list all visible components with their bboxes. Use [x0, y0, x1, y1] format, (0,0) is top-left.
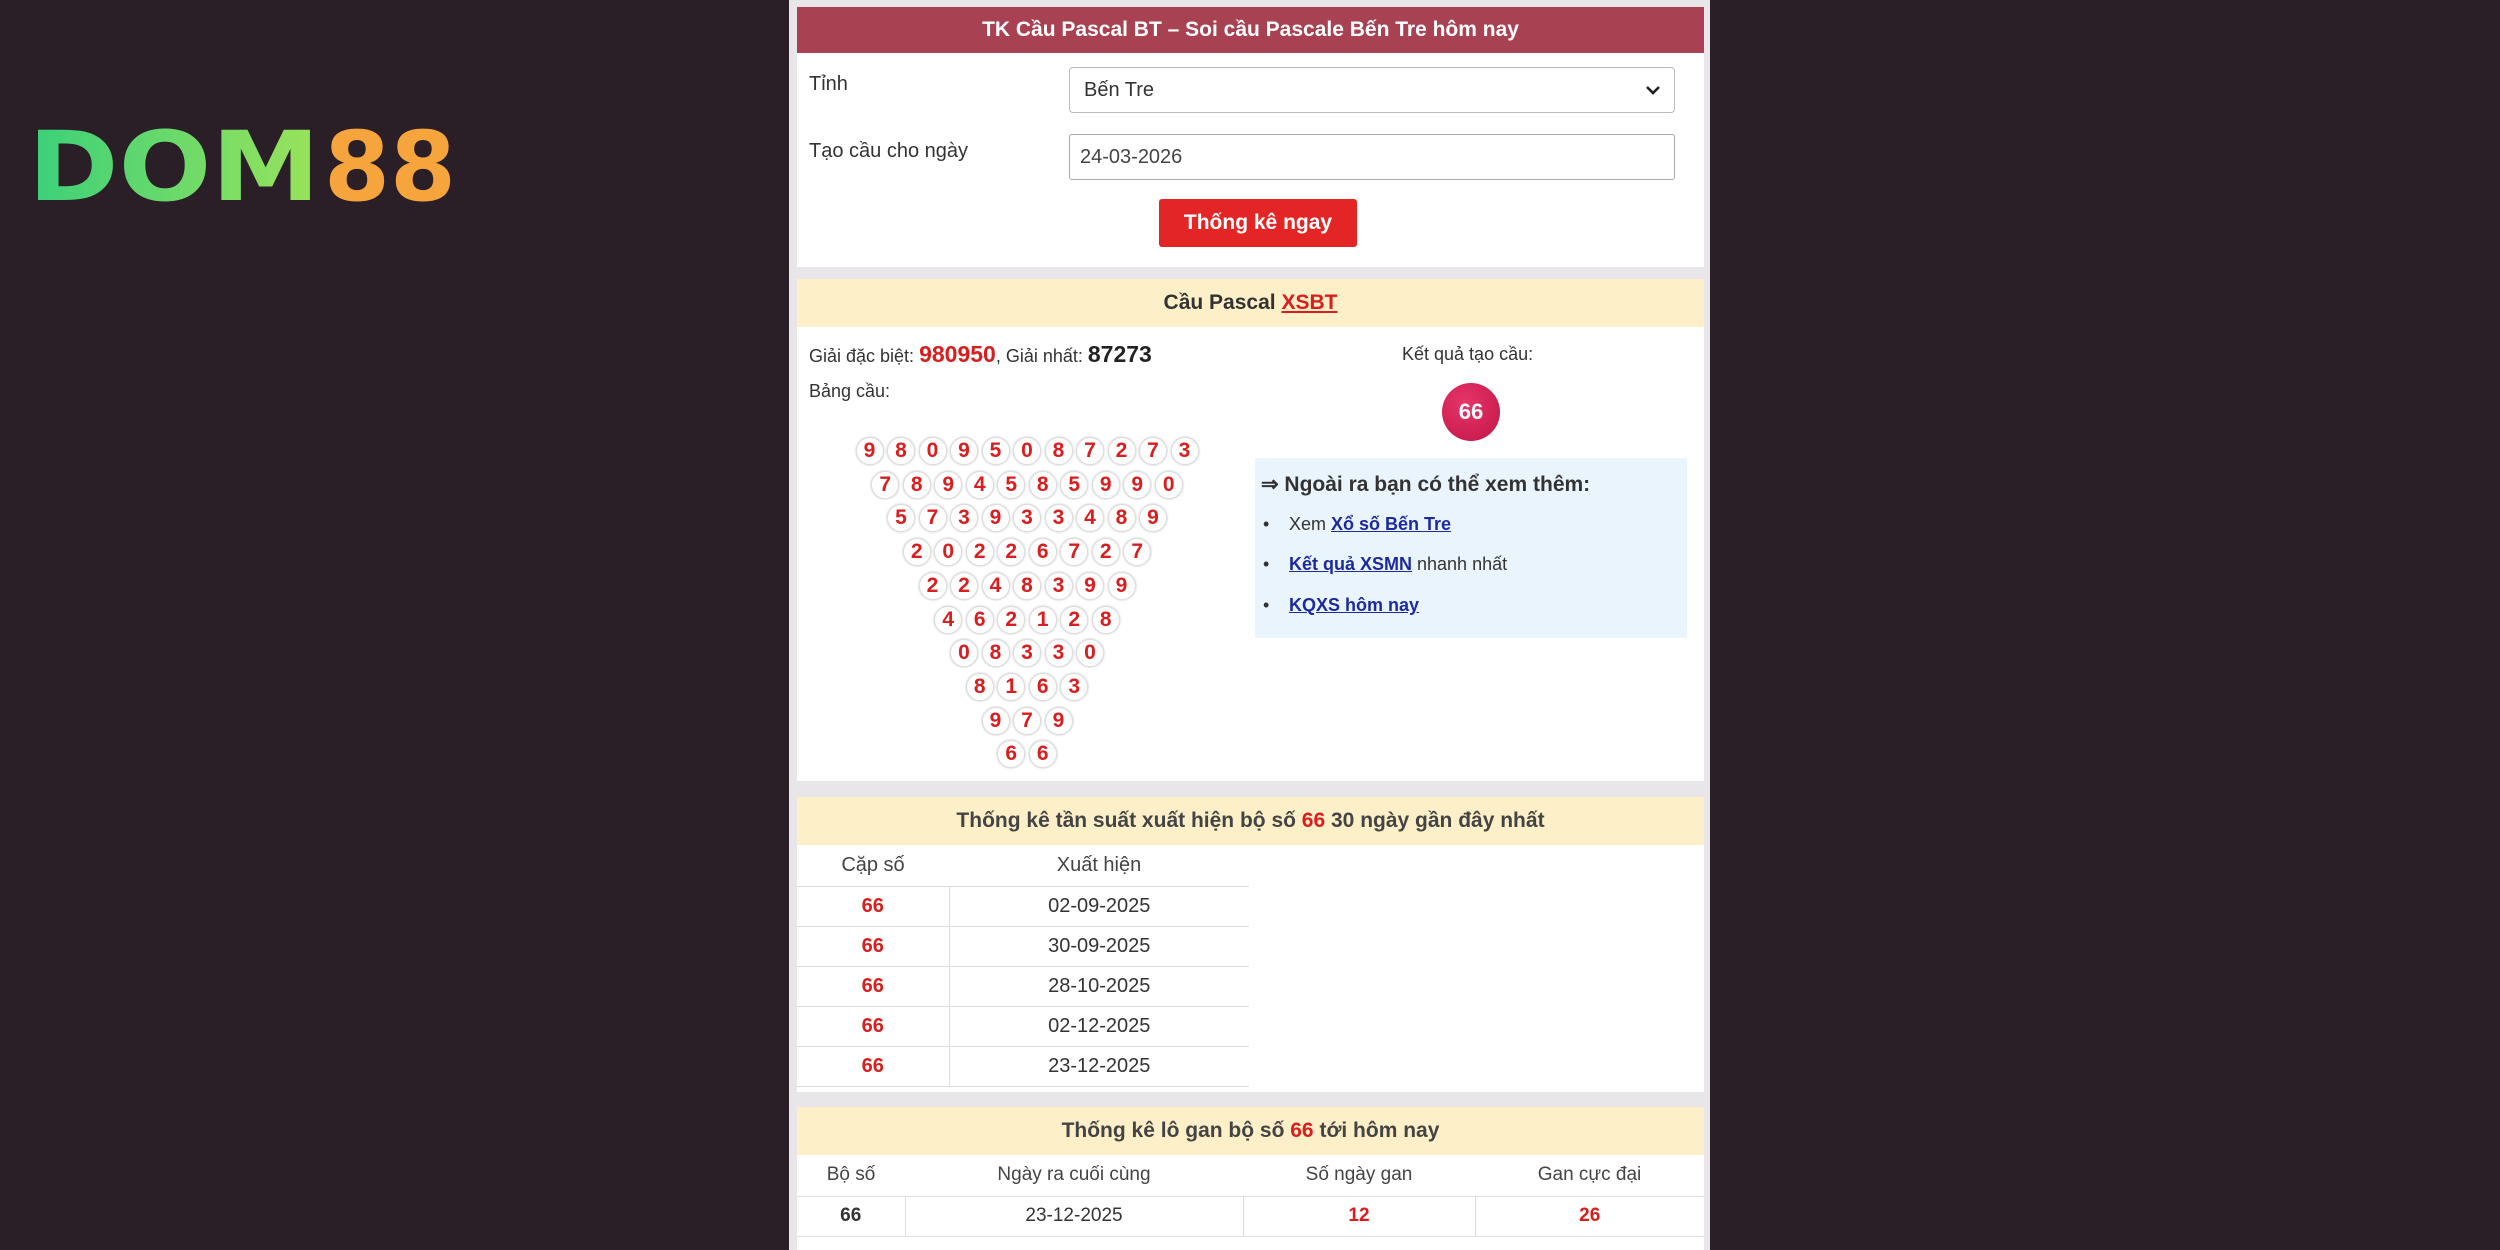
pascal-cell: 9 — [950, 437, 978, 465]
list-item: • KQXS hôm nay — [1263, 595, 1420, 615]
pascal-cell: 2 — [997, 538, 1025, 566]
xoso-bentre-link[interactable]: Xổ số Bến Tre — [1331, 514, 1452, 534]
pascal-cell: 8 — [966, 673, 994, 701]
pascal-cell: 5 — [1060, 471, 1088, 499]
pascal-cell: 6 — [1029, 673, 1057, 701]
gan-section — [797, 1107, 1704, 1250]
table-row: 66 02-12-2025 — [797, 1006, 1249, 1046]
pascal-cell: 8 — [1029, 471, 1057, 499]
column-header: Số ngày gan — [1243, 1155, 1475, 1196]
pascal-cell: 6 — [997, 740, 1025, 768]
pascal-cell: 3 — [1013, 504, 1041, 532]
frequency-section — [797, 797, 1704, 1092]
gan-table — [797, 1155, 1704, 1237]
province-value: Bến Tre — [1084, 78, 1155, 101]
pascal-cell: 3 — [1045, 504, 1073, 532]
pascal-cell: 7 — [1076, 437, 1104, 465]
pascal-cell: 9 — [1092, 471, 1120, 499]
pascal-cell: 8 — [982, 639, 1010, 667]
see-more-title: ⇒ Ngoài ra bạn có thể xem thêm: — [1261, 473, 1591, 496]
pascal-cell: 8 — [1108, 504, 1136, 532]
pascal-cell: 5 — [997, 471, 1025, 499]
pascal-cell: 0 — [950, 639, 978, 667]
pascal-section — [797, 279, 1704, 781]
pascal-cell: 9 — [856, 437, 884, 465]
main-column — [789, 0, 1710, 1250]
pascal-cell: 2 — [919, 572, 947, 600]
province-select[interactable] — [1069, 67, 1675, 113]
kqxs-today-link[interactable]: KQXS hôm nay — [1289, 595, 1420, 615]
first-prize-value: 87273 — [1087, 341, 1152, 367]
pascal-cell: 7 — [1060, 538, 1088, 566]
pascal-cell: 3 — [1171, 437, 1199, 465]
pascal-cell: 8 — [1045, 437, 1073, 465]
pascal-cell: 4 — [1076, 504, 1104, 532]
pascal-cell: 8 — [887, 437, 915, 465]
pascal-cell: 4 — [934, 606, 962, 634]
date-label: Tạo cầu cho ngày — [809, 140, 968, 162]
column-header: Xuất hiện — [949, 845, 1249, 886]
pascal-cell: 4 — [966, 471, 994, 499]
pascal-cell: 9 — [982, 504, 1010, 532]
stats-button[interactable]: Thống kê ngay — [1159, 199, 1357, 247]
pascal-form — [797, 7, 1704, 267]
frequency-header: Thống kê tần suất xuất hiện bộ số 66 30 ngày gần đây nhất — [797, 797, 1704, 845]
column-header: Bộ số — [797, 1155, 905, 1196]
pascal-cell: 5 — [982, 437, 1010, 465]
pascal-cell: 2 — [950, 572, 978, 600]
table-row: 66 23-12-2025 12 26 — [797, 1196, 1704, 1236]
list-item: • Kết quả XSMN nhanh nhất — [1263, 554, 1508, 574]
pascal-cell: 7 — [1013, 707, 1041, 735]
pascal-cell: 1 — [997, 673, 1025, 701]
table-row: 66 02-09-2025 — [797, 886, 1249, 926]
svg-text:88: 88 — [324, 124, 456, 204]
pascal-header-label: Cầu Pascal — [1163, 291, 1276, 314]
date-input[interactable]: 24-03-2026 — [1069, 134, 1675, 180]
column-header: Ngày ra cuối cùng — [905, 1155, 1243, 1196]
pascal-cell: 2 — [1108, 437, 1136, 465]
dom88-logo[interactable] — [28, 124, 458, 204]
pascal-cell: 9 — [982, 707, 1010, 735]
column-header: Cặp số — [797, 845, 949, 886]
pascal-cell: 3 — [1045, 572, 1073, 600]
result-badge: 66 — [1442, 383, 1500, 441]
pascal-cell: 8 — [1013, 572, 1041, 600]
pascal-cell: 3 — [950, 504, 978, 532]
pascal-cell: 2 — [1060, 606, 1088, 634]
first-prize-label: , Giải nhất: — [995, 346, 1083, 366]
result-label: Kết quả tạo cầu: — [1402, 344, 1534, 364]
form-title: TK Cầu Pascal BT – Soi cầu Pascale Bến Tre hôm nay — [797, 7, 1704, 53]
table-row: 66 23-12-2025 — [797, 1046, 1249, 1086]
gan-header: Thống kê lô gan bộ số 66 tới hôm nay — [797, 1107, 1704, 1155]
table-row: 66 30-09-2025 — [797, 926, 1249, 966]
pascal-cell: 0 — [919, 437, 947, 465]
board-label: Bảng cầu: — [809, 381, 891, 401]
pascal-cell: 3 — [1045, 639, 1073, 667]
xsbt-link[interactable]: XSBT — [1281, 291, 1338, 314]
pascal-cell: 2 — [966, 538, 994, 566]
pascal-cell: 9 — [1139, 504, 1167, 532]
chevron-down-icon — [1644, 81, 1662, 105]
table-row: 66 28-10-2025 — [797, 966, 1249, 1006]
pascal-cell: 2 — [1092, 538, 1120, 566]
pascal-cell: 6 — [1029, 740, 1057, 768]
kq-xsmn-link[interactable]: Kết quả XSMN — [1289, 554, 1413, 574]
pascal-cell: 7 — [919, 504, 947, 532]
pascal-cell: 5 — [887, 504, 915, 532]
pascal-cell: 0 — [1155, 471, 1183, 499]
pascal-cell: 3 — [1060, 673, 1088, 701]
special-prize-value: 980950 — [919, 341, 996, 367]
pascal-cell: 9 — [1076, 572, 1104, 600]
pascal-triangle — [797, 279, 1257, 781]
pascal-cell: 0 — [1076, 639, 1104, 667]
list-item: • Xem Xổ số Bến Tre — [1263, 514, 1452, 534]
column-header: Gan cực đại — [1475, 1155, 1704, 1196]
pascal-cell: 0 — [1013, 437, 1041, 465]
pascal-cell: 7 — [1123, 538, 1151, 566]
svg-text:DOM: DOM — [28, 124, 320, 204]
pascal-cell: 9 — [1108, 572, 1136, 600]
pascal-cell: 0 — [934, 538, 962, 566]
pascal-cell: 7 — [871, 471, 899, 499]
pascal-cell: 2 — [997, 606, 1025, 634]
pascal-cell: 7 — [1139, 437, 1167, 465]
frequency-table — [797, 845, 1249, 1087]
province-label: Tỉnh — [809, 73, 848, 95]
pascal-cell: 6 — [1029, 538, 1057, 566]
pascal-cell: 4 — [982, 572, 1010, 600]
pascal-cell: 1 — [1029, 606, 1057, 634]
pascal-cell: 8 — [903, 471, 931, 499]
pascal-cell: 9 — [934, 471, 962, 499]
see-more-box — [1255, 458, 1687, 638]
pascal-cell: 9 — [1123, 471, 1151, 499]
pascal-cell: 2 — [903, 538, 931, 566]
pascal-cell: 6 — [966, 606, 994, 634]
pascal-cell: 8 — [1092, 606, 1120, 634]
special-prize-label: Giải đặc biệt: — [809, 346, 915, 366]
pascal-cell: 3 — [1013, 639, 1041, 667]
pascal-cell: 9 — [1045, 707, 1073, 735]
